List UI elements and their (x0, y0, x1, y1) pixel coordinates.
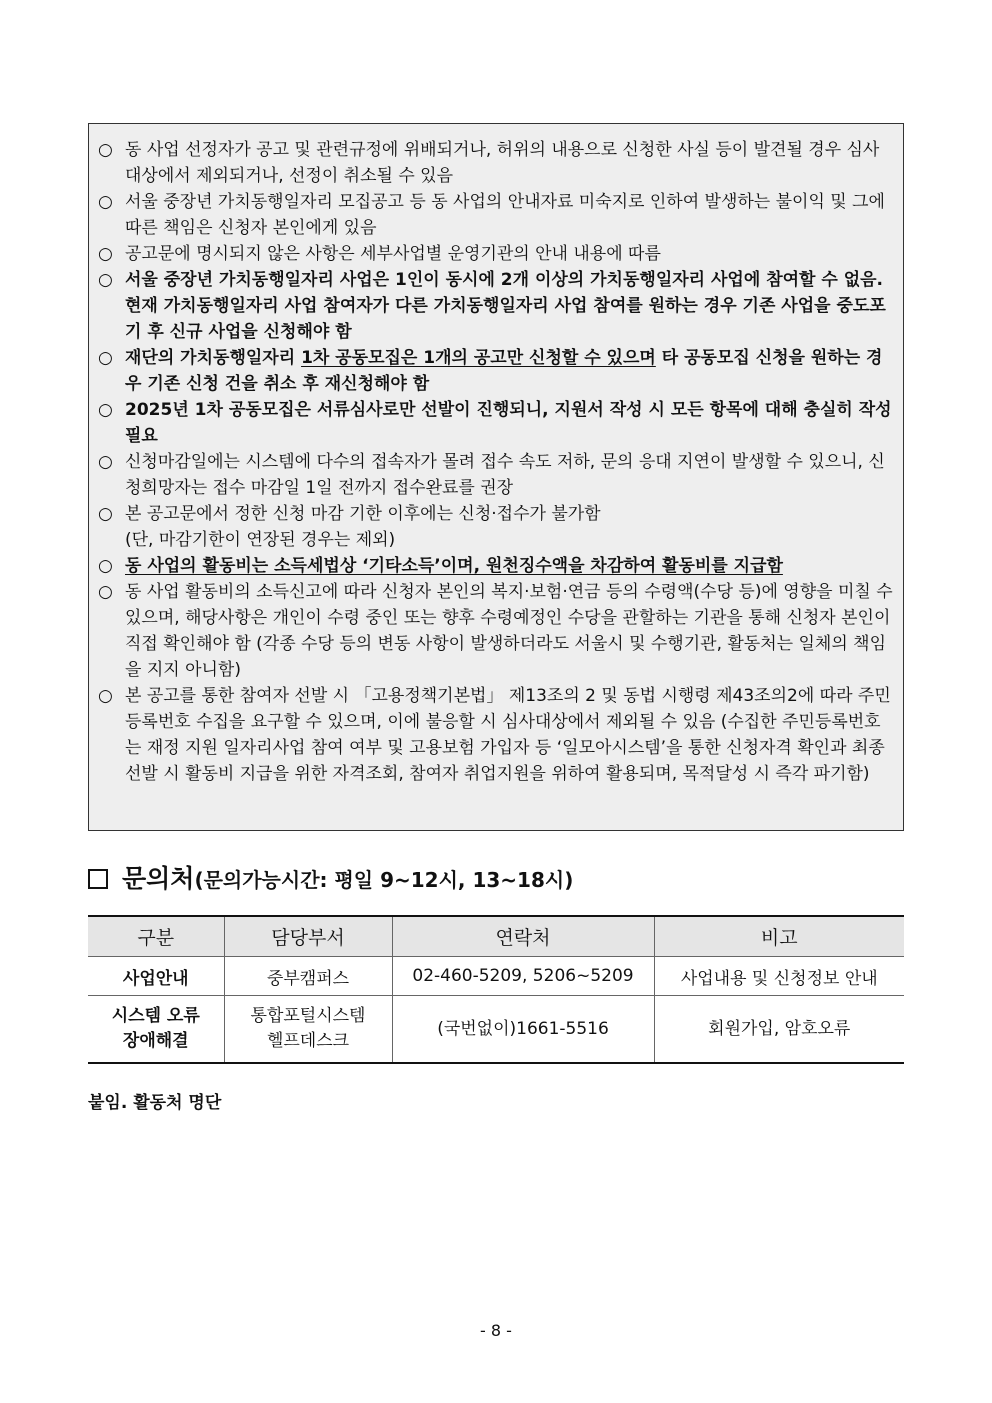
notice-item (98, 449, 895, 501)
contact-hours: (문의가능시간: 평일 9~12시, 13~18시) (194, 868, 574, 892)
notice-item (98, 683, 895, 787)
notice-text: 동 사업 선정자가 공고 및 관련규정에 위배되거나, 허위의 내용으로 신청한 사실 등이 발견될 경우 심사대상에서 제외되거나, 선정이 취소될 수 있음 (125, 140, 880, 186)
page-number: - 8 - (480, 1321, 512, 1340)
notice-item-bold (98, 397, 898, 449)
category-cell: 사업안내 (88, 957, 224, 996)
circle-bullet-icon: ○ (98, 192, 113, 212)
category-cell (88, 996, 224, 1064)
notice-text-part: 타 공동모집 신청을 원하는 경우 기존 신청 건을 취소 후 재신청해야 함 (125, 348, 883, 394)
notice-text: 2025년 1차 공동모집은 서류심사로만 선발이 진행되니, 지원서 작성 시 모든 항목에 대해 충실히 작성 필요 (125, 400, 898, 446)
column-header: 구분 (88, 916, 224, 957)
notice-text (125, 348, 882, 394)
contact-table (88, 915, 904, 1064)
contact-title: 문의처 (122, 864, 195, 893)
notice-text: 공고문에 명시되지 않은 사항은 세부사업별 운영기관의 안내 내용에 따름 (125, 244, 661, 264)
notice-text-underlined: 동 사업의 활동비는 소득세법상 ‘기타소득’이며, 원천징수액을 차감하여 활동비를 지급함 (125, 556, 783, 576)
circle-bullet-icon: ○ (98, 140, 113, 160)
table-header-row (88, 916, 904, 957)
column-header: 비고 (654, 916, 904, 957)
attachment-note: 붙임. 활동처 명단 (88, 1093, 222, 1113)
circle-bullet-icon: ○ (98, 582, 113, 602)
notice-text-part: 재단의 가치동행일자리 (125, 348, 302, 368)
column-header: 연락처 (392, 916, 654, 957)
notice-item (98, 501, 895, 553)
circle-bullet-icon: ○ (98, 400, 113, 420)
notice-text: 서울 중장년 가치동행일자리 모집공고 등 동 사업의 안내자료 미숙지로 인하여 발생하는 불이익 및 그에 따른 책임은 신청자 본인에게 있음 (125, 192, 891, 238)
notice-text: 동 사업 활동비의 소득신고에 따라 신청자 본인의 복지·보험·연금 등의 수령액(수당 등)에 영향을 미칠 수 있으며, 해당사항은 개인이 수령 중인 또는 향후 수령예정인 수당을 관할하는 기관을 통해 신청자 본인이 직접 확인해야 함 (각종 수당 등의 변동 사항이 발생하더라도 서울시 및 수행기관, 활동처는 일체의 책임을 지지 아니함) (125, 582, 899, 680)
note-cell: 회원가입, 암호오류 (654, 996, 904, 1064)
circle-bullet-icon: ○ (98, 504, 113, 524)
dept-cell (224, 996, 392, 1064)
notice-item (98, 189, 895, 241)
dept-line: 통합포털시스템 (250, 1006, 366, 1026)
category-line: 시스템 오류 (111, 1006, 200, 1026)
dept-cell: 중부캠퍼스 (224, 957, 392, 996)
circle-bullet-icon: ○ (98, 244, 113, 264)
category-line: 장애해결 (122, 1031, 189, 1051)
notice-text: 서울 중장년 가치동행일자리 사업은 1인이 동시에 2개 이상의 가치동행일자리 사업에 참여할 수 없음. 현재 가치동행일자리 사업 참여자가 다른 가치동행일자리 사업 참여를 원하는 경우 기존 사업을 중도포기 후 신규 사업을 신청해야 함 (125, 270, 889, 342)
circle-bullet-icon: ○ (98, 686, 113, 706)
table-row (88, 996, 904, 1064)
notice-item-bold (98, 267, 895, 345)
notice-item-bold (98, 345, 895, 397)
notice-item-bold (98, 553, 895, 579)
notice-text: 본 공고를 통한 참여자 선발 시 「고용정책기본법」 제13조의 2 및 동법 시행령 제43조의2에 따라 주민등록번호 수집을 요구할 수 있으며, 이에 불응할 시 심사대상에서 제외될 수 있음 (수집한 주민등록번호는 재정 지원 일자리사업 참여 여부 및 고용보험 가입자 등 ‘일모아시스템’을 통한 신청자격 확인과 최종선발 시 활동비 지급을 위한 자격조회, 참여자 취업지원을 위하여 활용되며, 목적달성 시 즉각 파기함) (125, 686, 891, 784)
phone-cell: 02-460-5209, 5206~5209 (392, 957, 654, 996)
circle-bullet-icon: ○ (98, 270, 113, 290)
notice-text: 본 공고문에서 정한 신청 마감 기한 이후에는 신청·접수가 불가함 (125, 504, 601, 524)
dept-line: 헬프데스크 (266, 1031, 350, 1051)
circle-bullet-icon: ○ (98, 556, 113, 576)
phone-cell: (국번없이)1661-5516 (392, 996, 654, 1064)
circle-bullet-icon: ○ (98, 348, 113, 368)
contact-section-title (88, 862, 573, 897)
circle-bullet-icon: ○ (98, 452, 113, 472)
note-cell: 사업내용 및 신청정보 안내 (654, 957, 904, 996)
column-header: 담당부서 (224, 916, 392, 957)
table-row (88, 957, 904, 996)
notice-text: 신청마감일에는 시스템에 다수의 접속자가 몰려 접수 속도 저하, 문의 응대 지연이 발생할 수 있으니, 신청희망자는 접수 마감일 1일 전까지 접수완료를 권장 (125, 452, 885, 498)
notice-item (98, 241, 895, 267)
notice-text-underlined: 1차 공동모집은 1개의 공고만 신청할 수 있으며 (301, 348, 656, 368)
square-checkbox-icon (88, 869, 108, 889)
notice-box (88, 123, 904, 831)
notice-text-note: (단, 마감기한이 연장된 경우는 제외) (125, 530, 396, 550)
notice-item (98, 137, 895, 189)
notice-item (98, 579, 899, 683)
